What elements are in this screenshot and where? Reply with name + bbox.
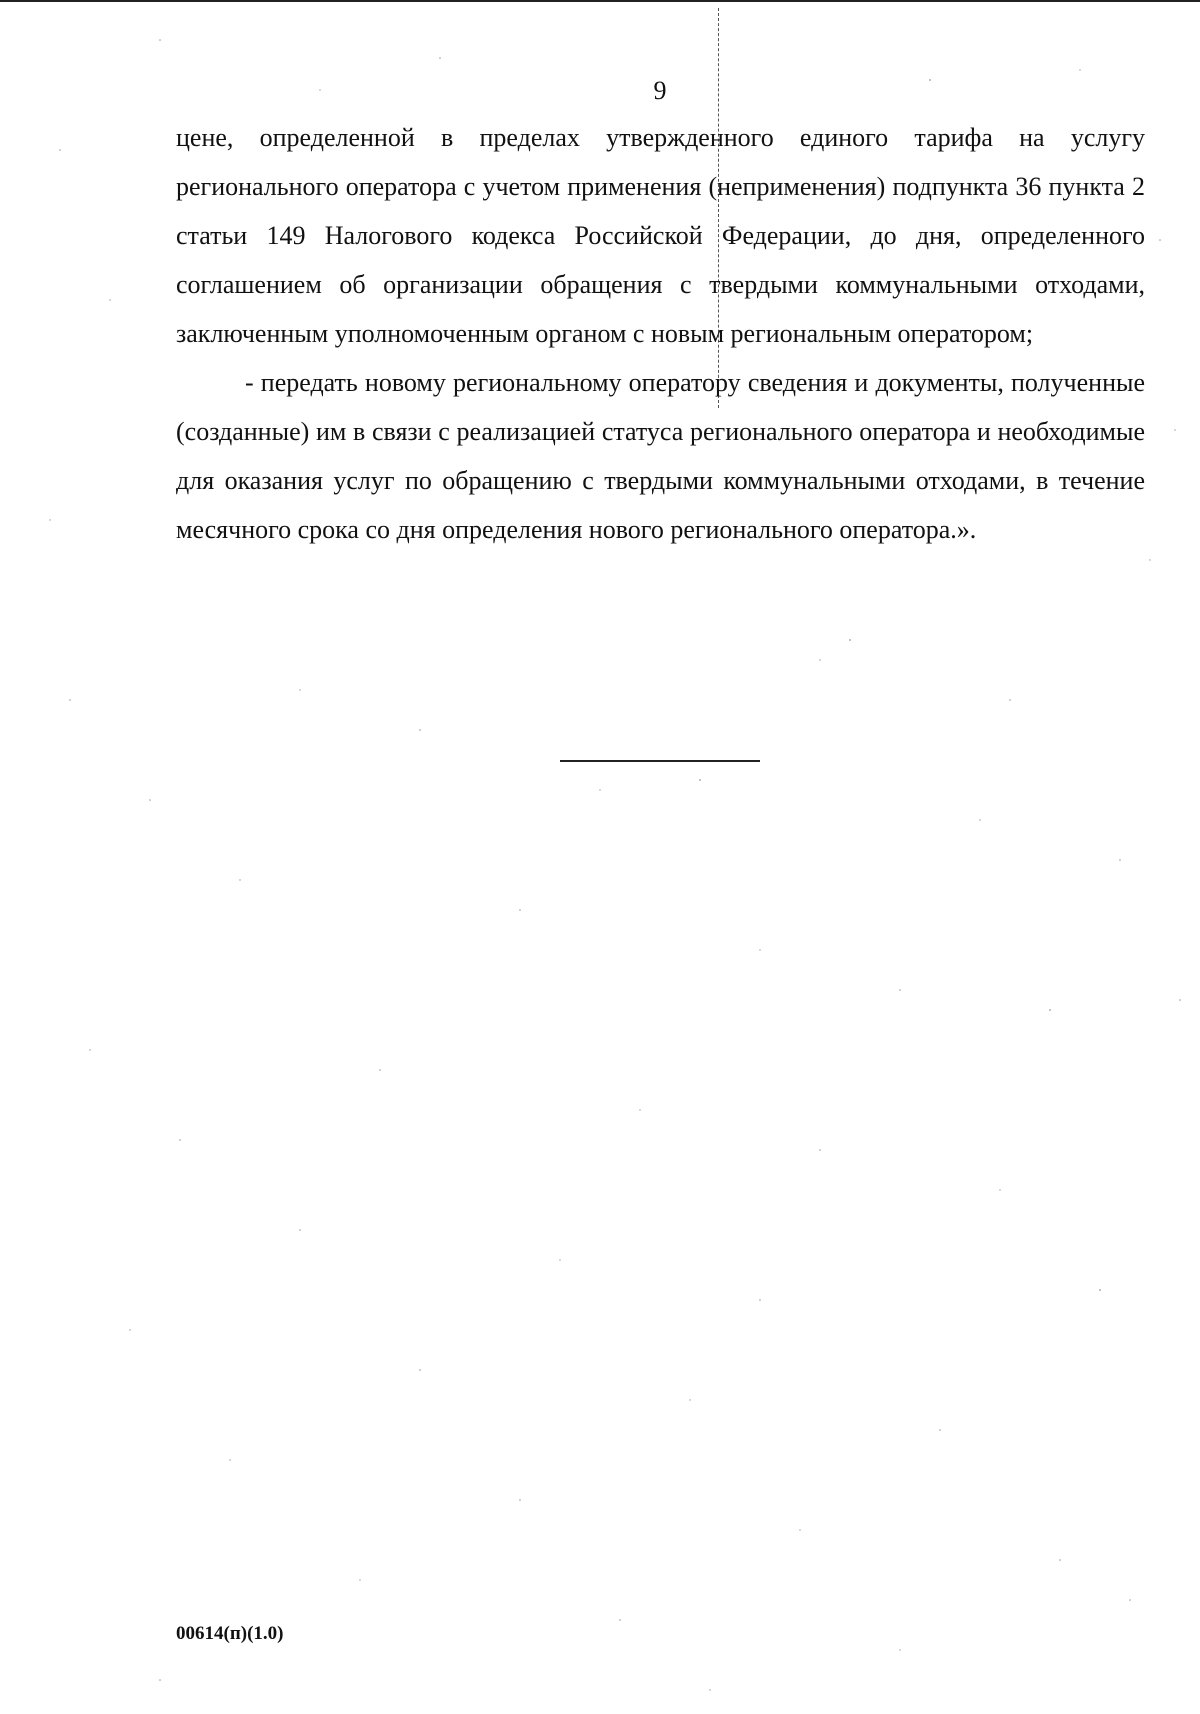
document-code: 00614(п)(1.0) — [176, 1623, 284, 1644]
paragraph-tariff-continuation: цене, определенной в пределах утвержденного единого тарифа на услугу регионального оператора с учетом применения (неприменения) подпункта 36 пункта 2 статьи 149 Налогового кодекса Российской Федерации, до дня, определенного соглашением об организации обращения с твердыми коммунальными отходами, заключенным уполномоченным органом с новым региональным оператором; — [176, 123, 1145, 348]
body-text — [176, 113, 1145, 554]
end-of-text-rule — [560, 760, 760, 762]
page-number: 9 — [653, 76, 667, 105]
paragraph-transfer-documents: - передать новому региональному оператору сведения и документы, полученные (созданные) им в связи с реализацией статуса регионального оператора и необходимые для оказания услуг по обращению с твердыми коммунальными отходами, в течение месячного срока со дня определения нового регионального оператора.». — [176, 368, 1145, 544]
top-scan-border — [0, 0, 1200, 2]
